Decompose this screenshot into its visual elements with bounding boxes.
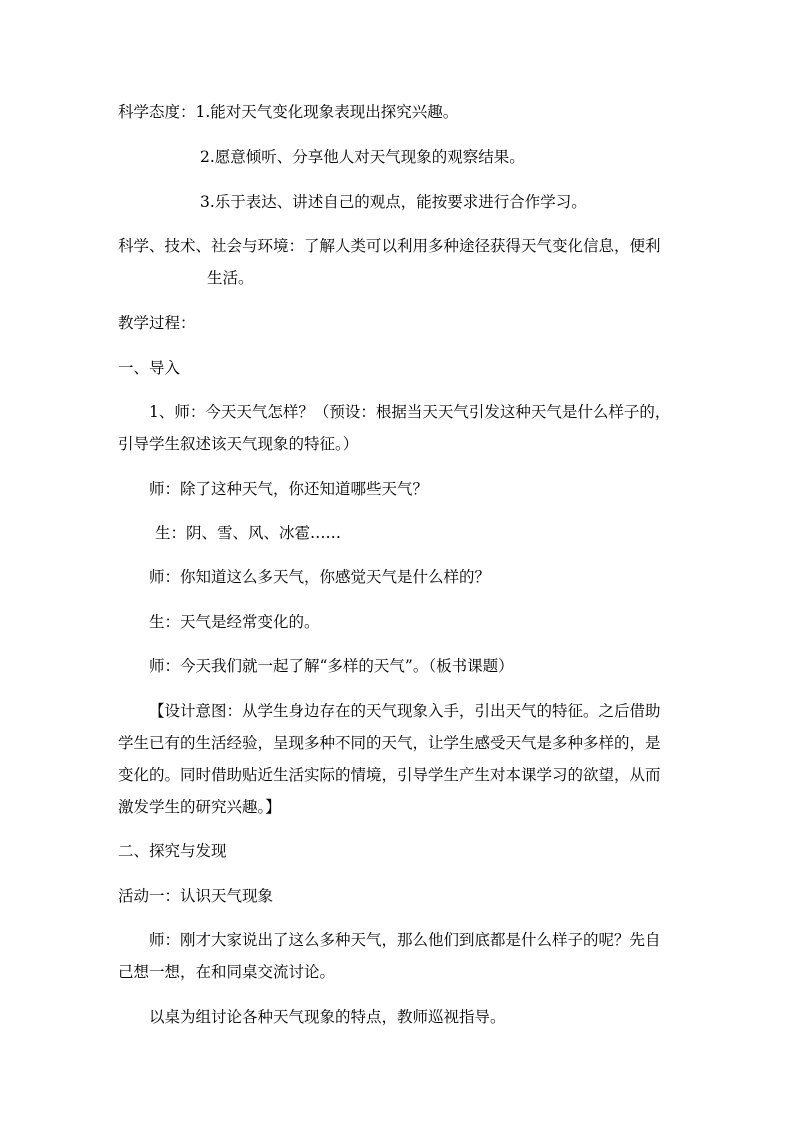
paragraph-line: 师：你知道这么多天气，你感觉天气是什么样的？ bbox=[149, 568, 491, 586]
science-attitude-line-1: 科学态度：1.能对天气变化现象表现出探究兴趣。 bbox=[118, 103, 459, 121]
design-intent-line-4: 激发学生的研究兴趣。】 bbox=[118, 798, 281, 816]
paragraph-line: 己想一想，在和同桌交流讨论。 bbox=[118, 963, 336, 981]
science-attitude-line-3: 3.乐于表达、讲述自己的观点，能按要求进行合作学习。 bbox=[200, 193, 587, 211]
section-2-heading: 二、探究与发现 bbox=[118, 842, 227, 860]
paragraph-line: 引导学生叙述该天气现象的特征。） bbox=[118, 435, 359, 453]
paragraph-line: 师：今天我们就一起了解“多样的天气”。（板书课题） bbox=[149, 657, 514, 675]
paragraph-line: 1、师：今天天气怎样？（预设：根据当天天气引发这种天气是什么样子的， bbox=[149, 403, 671, 421]
section-1-heading: 一、导入 bbox=[118, 359, 181, 377]
sts-line-2: 生活。 bbox=[207, 269, 254, 287]
design-intent-line-3: 变化的。同时借助贴近生活实际的情境，引导学生产生对本课学习的欲望，从而 bbox=[118, 766, 661, 784]
design-intent-line-2: 学生已有的生活经验，呈现多种不同的天气，让学生感受天气是多种多样的，是 bbox=[118, 734, 661, 752]
science-attitude-line-2: 2.愿意倾听、分享他人对天气现象的观察结果。 bbox=[200, 148, 525, 166]
paragraph-line: 师：除了这种天气，你还知道哪些天气？ bbox=[149, 480, 429, 498]
teaching-process-heading: 教学过程： bbox=[118, 314, 196, 332]
paragraph-line: 生：阴、雪、风、冰雹…… bbox=[155, 524, 342, 542]
design-intent-line-1: 【设计意图：从学生身边存在的天气现象入手，引出天气的特征。之后借助 bbox=[149, 702, 661, 720]
paragraph-line: 生：天气是经常变化的。 bbox=[149, 613, 320, 631]
sts-line-1: 科学、技术、社会与环境：了解人类可以利用多种途径获得天气变化信息，便利 bbox=[118, 237, 661, 255]
activity-1-heading: 活动一：认识天气现象 bbox=[118, 887, 274, 905]
paragraph-line: 以桌为组讨论各种天气现象的特点，教师巡视指导。 bbox=[149, 1008, 506, 1026]
paragraph-line: 师：刚才大家说出了这么多种天气，那么他们到底都是什么样子的呢？先自 bbox=[149, 931, 661, 949]
